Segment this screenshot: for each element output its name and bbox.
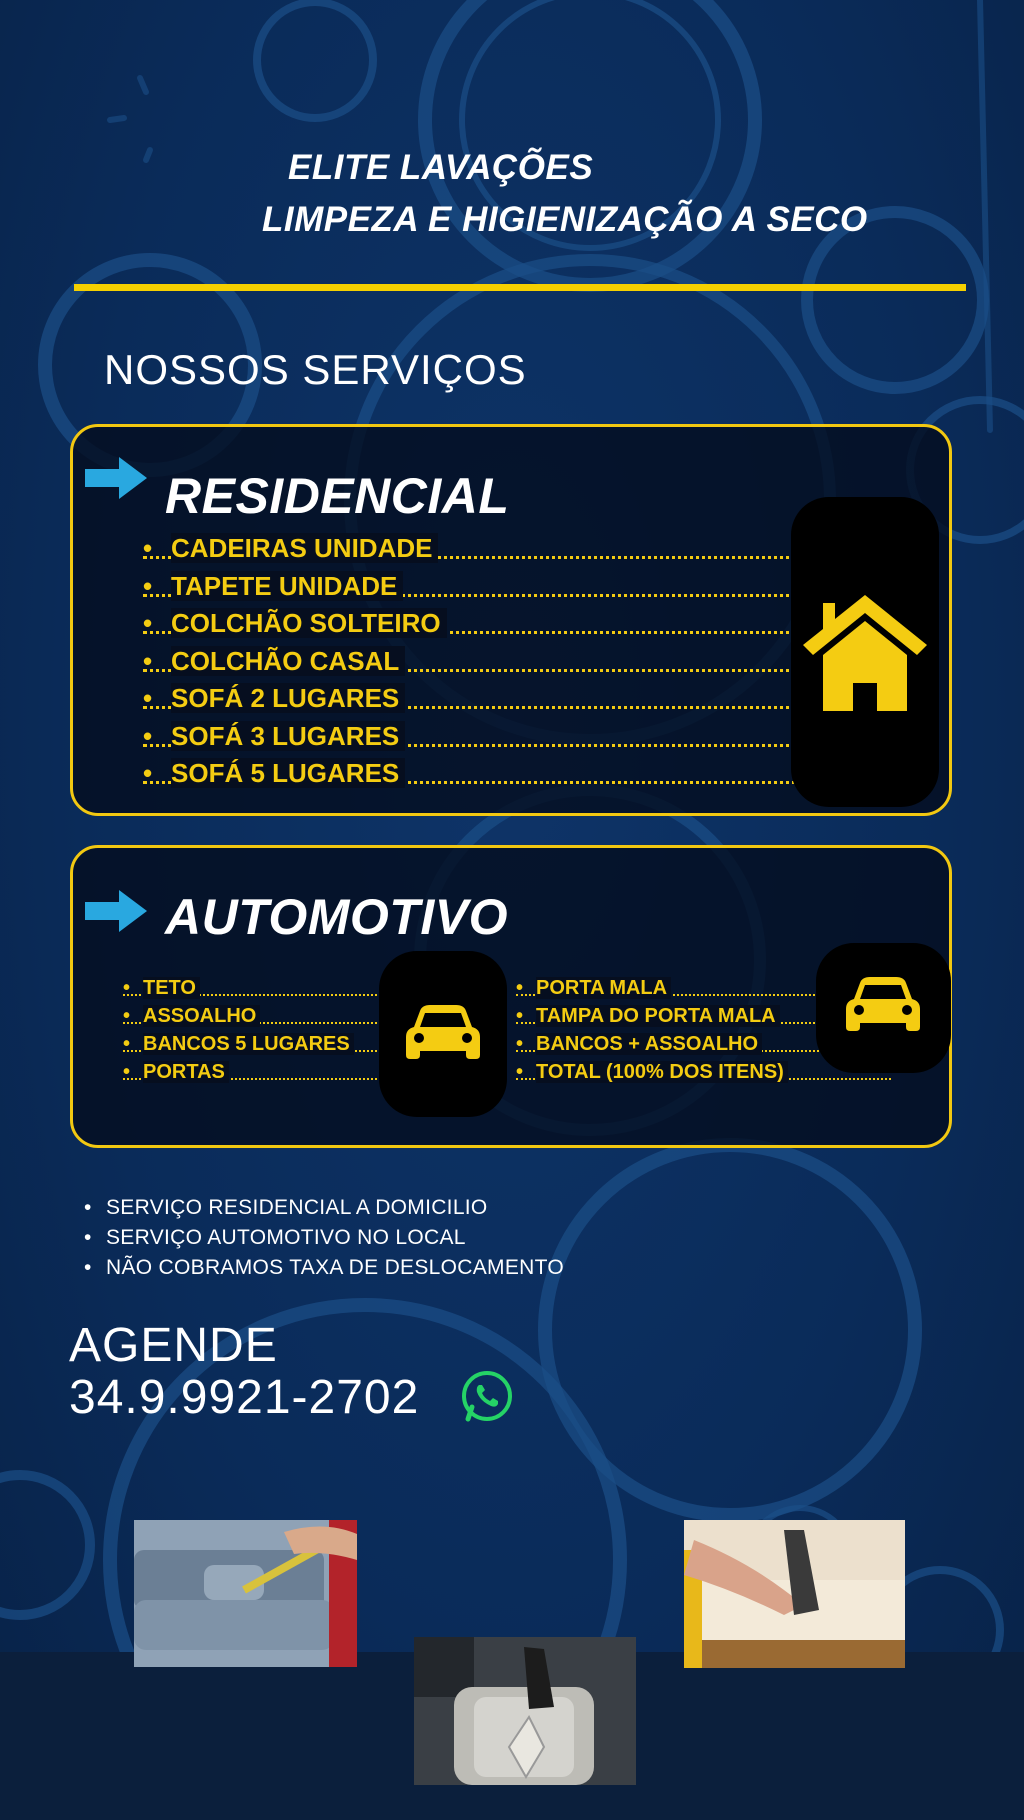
- house-icon: [803, 593, 927, 713]
- cta-label: AGENDE: [69, 1319, 278, 1372]
- list-item: • TOTAL (100% DOS ITENS): [516, 1058, 891, 1086]
- automotivo-panel: [70, 845, 952, 1148]
- list-item: • PORTA MALA: [516, 974, 891, 1002]
- mattress-cleaning-photo: [684, 1520, 905, 1668]
- list-item: • SOFÁ 2 LUGARES: [143, 680, 863, 718]
- list-item: • BANCOS + ASSOALHO: [516, 1030, 891, 1058]
- list-item: • ASSOALHO: [123, 1002, 453, 1030]
- car-icon: [846, 977, 920, 1035]
- automotivo-title: AUTOMOTIVO: [165, 889, 508, 945]
- services-heading: NOSSOS SERVIÇOS: [104, 346, 527, 393]
- list-item: • SOFÁ 3 LUGARES: [143, 718, 863, 756]
- divider: [74, 284, 966, 291]
- car-icon: [406, 1005, 480, 1063]
- residencial-panel: [70, 424, 952, 816]
- list-item: • TETO: [123, 974, 453, 1002]
- list-item: • NÃO COBRAMOS TAXA DE DESLOCAMENTO: [84, 1253, 564, 1283]
- residencial-title: RESIDENCIAL: [165, 468, 510, 524]
- brand-title: ELITE LAVAÇÕES: [288, 148, 594, 187]
- car-icon-box: [379, 951, 507, 1117]
- tagline: LIMPEZA E HIGIENIZAÇÃO A SECO: [262, 200, 868, 239]
- list-item: • COLCHÃO SOLTEIRO: [143, 605, 863, 643]
- whatsapp-icon[interactable]: [460, 1369, 514, 1423]
- car-seat-cleaning-photo: [414, 1637, 636, 1785]
- car-icon-box: [816, 943, 951, 1073]
- list-item: • TAPETE UNIDADE: [143, 568, 863, 606]
- list-item: • SERVIÇO AUTOMOTIVO NO LOCAL: [84, 1223, 564, 1253]
- list-item: • BANCOS 5 LUGARES: [123, 1030, 453, 1058]
- house-icon-box: [791, 497, 939, 807]
- list-item: • TAMPA DO PORTA MALA: [516, 1002, 891, 1030]
- sofa-cleaning-photo: [134, 1520, 357, 1667]
- list-item: • COLCHÃO CASAL: [143, 643, 863, 681]
- service-notes: [84, 1193, 564, 1283]
- list-item: • PORTAS: [123, 1058, 453, 1086]
- phone-number[interactable]: 34.9.9921-2702: [69, 1371, 420, 1424]
- arrow-right-icon: [85, 457, 147, 499]
- list-item: • SOFÁ 5 LUGARES: [143, 755, 863, 793]
- residencial-list: [143, 530, 863, 793]
- list-item: • CADEIRAS UNIDADE: [143, 530, 863, 568]
- arrow-right-icon: [85, 890, 147, 932]
- list-item: • SERVIÇO RESIDENCIAL A DOMICILIO: [84, 1193, 564, 1223]
